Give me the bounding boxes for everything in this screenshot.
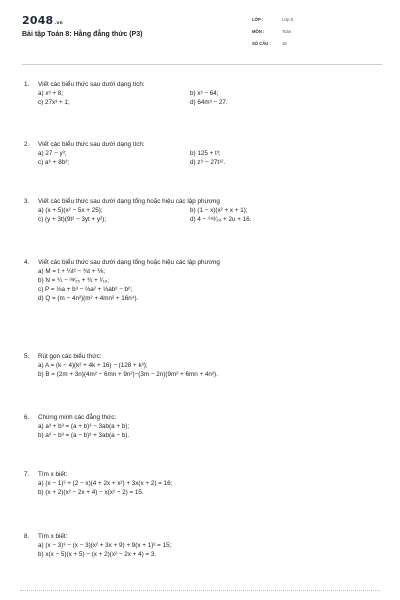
sub-question: d) z⁹ − 27t¹².: [190, 159, 226, 167]
question-prompt: Viết các biểu thức sau dưới dạng tổng hoặc hiệu các lập phương: [38, 259, 220, 266]
logo-suffix: .vn: [54, 21, 63, 26]
meta-class: LỚP : Lớp 8: [252, 17, 293, 22]
question-number: 3.: [24, 198, 30, 205]
sub-question: c) a⁶ + 8b³;: [38, 159, 70, 167]
sub-question: d) Q = (m − 4n²)(m² + 4mn² + 16n⁴).: [38, 295, 139, 303]
sub-question: a) 27 − y³;: [38, 150, 67, 158]
answer-row: [38, 550, 171, 559]
answer-row: [38, 361, 218, 370]
sub-question: b) a³ − b³ = (a − b)³ + 3ab(a − b).: [38, 432, 130, 440]
sub-question: a) a³ + b³ = (a + b)³ − 3ab(a + b);: [38, 423, 130, 431]
sub-question: b) (1 − x)(x² + x + 1);: [190, 207, 248, 215]
answer-row: [38, 370, 218, 379]
sub-question: b) 125 + t³;: [190, 150, 221, 158]
question-body: [38, 470, 172, 497]
answer-row: [38, 149, 221, 158]
question-body: [38, 140, 226, 167]
answer-row: [38, 276, 220, 285]
question-number: 8.: [24, 533, 30, 540]
sub-question: b) (x + 2)(x² − 2x + 4) − x(x² − 2) = 15.: [38, 489, 144, 497]
question-body: [38, 352, 218, 379]
question-number: 5.: [24, 353, 30, 360]
sub-question: b) B = (2m + 3n)(4m² − 6mn + 9n²)−(3m − 2n)(9m² + 6mn + 4n²).: [38, 371, 218, 379]
question-prompt: Viết các biểu thức sau dưới dạng tổng hoặc hiệu các lập phương: [38, 198, 220, 205]
answer-row: [38, 488, 172, 497]
sub-question: a) (x − 3)³ − (x − 3)(x² + 3x + 9) + 9(x + 1)² = 15;: [38, 542, 172, 550]
sub-question: d) 64m³ − 27.: [190, 99, 228, 107]
sub-question: a) A = (k − 4)(k² + 4k + 16) − (128 + k³);: [38, 362, 148, 370]
meta-subject: MÔN : Toán: [252, 29, 292, 34]
question-body: [38, 532, 171, 559]
question-prompt: Tìm x biết:: [38, 471, 68, 478]
sub-question: c) 27x³ + 1;: [38, 99, 70, 107]
sub-question: a) x³ + 8;: [38, 90, 64, 98]
logo-text: 2048: [22, 14, 54, 27]
sub-question: b) N = ¼ − ³ᵃ⁄₂₅ + ¾ + ¹⁄₁₆;: [38, 277, 110, 285]
sub-question: c) (y + 3t)(9t² − 3yt + y²);: [38, 216, 107, 224]
question-prompt: Viết các biểu thức sau dưới dạng tích:: [38, 141, 145, 148]
answer-row: [38, 294, 220, 303]
answer-row: [38, 267, 220, 276]
site-logo[interactable]: [22, 14, 63, 27]
sub-question: c) P = ⅓a + b³ − ⅔a² + ⅓ab² − b⁶;: [38, 286, 133, 294]
meta-count: SỐ CÂU : 18: [252, 41, 287, 46]
question-prompt: Chứng minh các đẳng thức:: [38, 414, 117, 421]
sub-question: b) x³ − 64;: [190, 90, 219, 98]
answer-row: [38, 206, 248, 215]
question-body: [38, 258, 220, 303]
question-prompt: Tìm x biết:: [38, 533, 68, 540]
page-title: Bài tập Toán 8: Hằng đẳng thức (P3): [22, 31, 143, 38]
answer-row: [38, 479, 172, 488]
question-body: [38, 197, 252, 224]
footer-divider: [20, 590, 380, 591]
sub-question: b) x(x − 5)(x + 5) − (x + 2)(x² − 2x + 4) = 3.: [38, 551, 157, 559]
header-divider: [22, 64, 382, 65]
question-number: 1.: [24, 81, 30, 88]
answer-row: [38, 422, 129, 431]
answer-row: [38, 285, 220, 294]
question-prompt: Rút gọn các biểu thức:: [38, 353, 102, 360]
answer-row: [38, 215, 252, 224]
question-prompt: Viết các biểu thức sau dưới dạng tích:: [38, 81, 145, 88]
question-number: 2.: [24, 141, 30, 148]
answer-row: [38, 158, 226, 167]
sub-question: a) (x − 1)³ + (2 − x)(4 + 2x + x²) + 3x(x + 2) = 16;: [38, 480, 173, 488]
question-body: [38, 80, 228, 107]
sub-question: a) (x + 5)(x² − 5x + 25);: [38, 207, 103, 215]
answer-row: [38, 98, 228, 107]
sub-question: a) M = t + ¼t² − ¾t + ⅙;: [38, 268, 105, 276]
sub-question: d) 4 − ⁹ᵘ²⁄₂₄ + 2u + 16.: [190, 216, 252, 224]
question-number: 6.: [24, 414, 30, 421]
answer-row: [38, 431, 129, 440]
answer-row: [38, 89, 219, 98]
question-number: 7.: [24, 471, 30, 478]
question-body: [38, 413, 129, 440]
question-number: 4.: [24, 259, 30, 266]
answer-row: [38, 541, 171, 550]
